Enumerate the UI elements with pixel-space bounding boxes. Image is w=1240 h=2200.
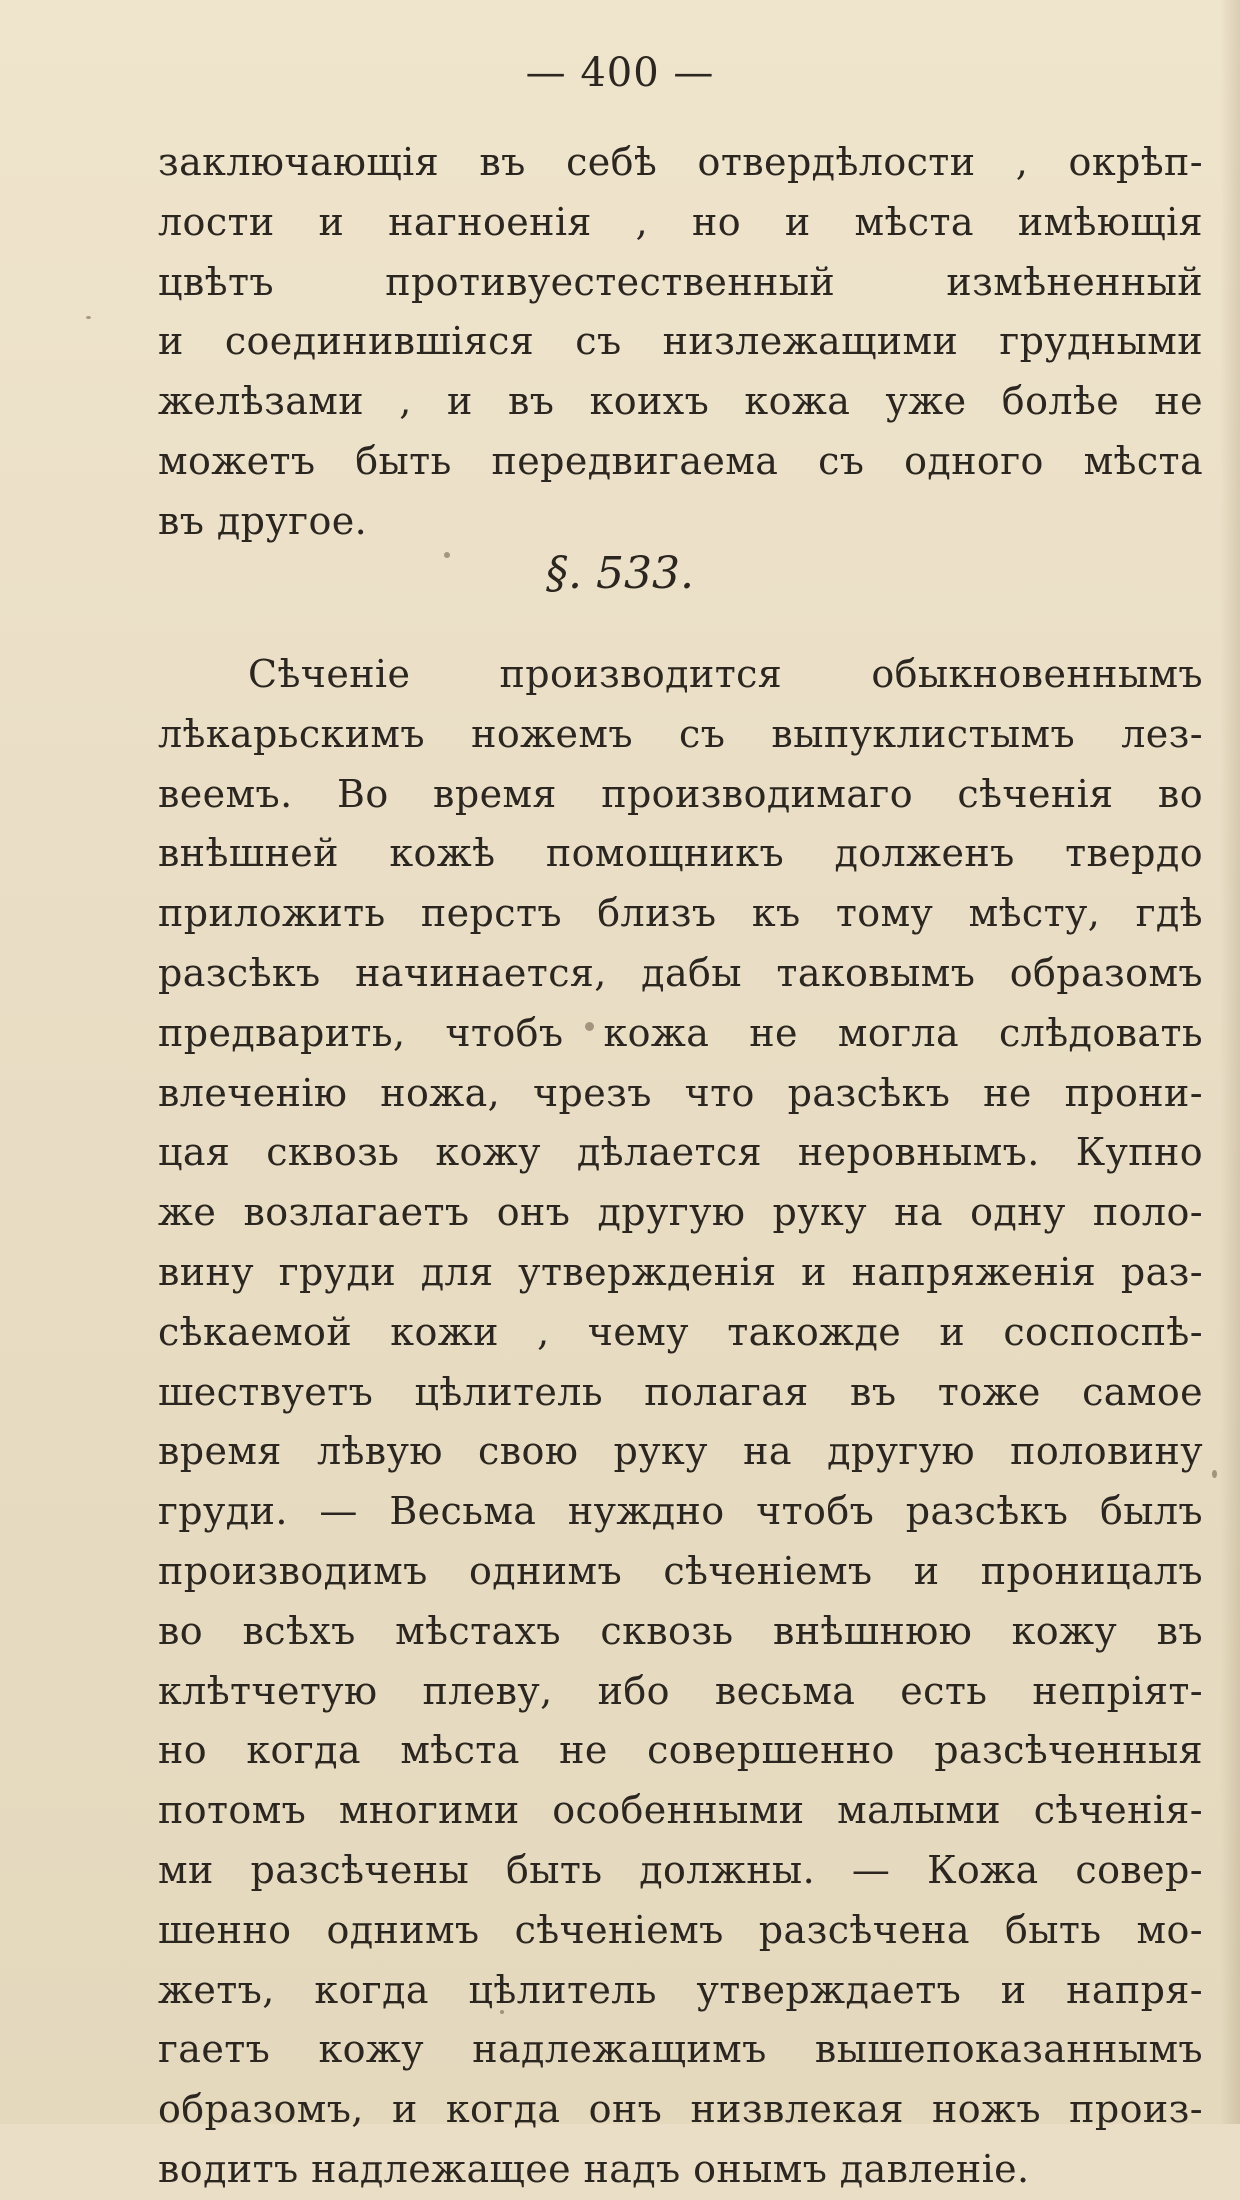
text-line: во всѣхъ мѣстахъ сквозь внѣшнюю кожу въ <box>158 1608 1203 1653</box>
text-line: сѣкаемой кожи , чему такожде и соспоспѣ- <box>158 1309 1203 1354</box>
text-line: вину груди для утвержденія и напряженія раз- <box>158 1249 1203 1294</box>
ink-speck <box>444 552 450 558</box>
text-line: цая сквозь кожу дѣлается неровнымъ. Купно <box>158 1130 1203 1175</box>
text-line: можетъ быть передвигаема съ одного мѣста <box>158 438 1203 483</box>
text-line: ми разсѣчены быть должны. — Кожа совер- <box>158 1847 1203 1892</box>
text-line: но когда мѣста не совершенно разсѣченныя <box>158 1728 1203 1773</box>
section-heading: §. 533. <box>546 548 694 599</box>
ink-speck <box>1212 1470 1217 1478</box>
text-line: внѣшней кожѣ помощникъ долженъ твердо <box>158 831 1203 876</box>
text-line: же возлагаетъ онъ другую руку на одну поло- <box>158 1190 1203 1235</box>
text-line: лости и нагноенія , но и мѣста имѣющія <box>158 199 1203 244</box>
text-line: жетъ, когда цѣлитель утверждаетъ и напря- <box>158 1967 1203 2012</box>
text-line: заключающія въ себѣ отвердѣлости , окрѣп- <box>158 140 1203 184</box>
text-line: производимъ однимъ сѣченіемъ и проницалъ <box>158 1548 1203 1593</box>
text-line: лѣкарьскимъ ножемъ съ выпуклистымъ лез- <box>158 711 1203 756</box>
page-edge-shadow <box>1220 0 1240 2124</box>
paragraph-continuation <box>158 133 1203 552</box>
text-line: водитъ надлежащее надъ онымъ давленіе. <box>158 2146 1030 2191</box>
text-line: въ другое. <box>158 498 368 543</box>
text-line: веемъ. Во время производимаго сѣченія во <box>158 771 1203 816</box>
text-line: груди. — Весьма нуждно чтобъ разсѣкъ былъ <box>158 1489 1203 1534</box>
text-line: разсѣкъ начинается, дабы таковымъ образомъ <box>158 950 1203 995</box>
ink-speck <box>500 2010 504 2014</box>
text-line: клѣтчетую плеву, ибо весьма есть непріят- <box>158 1668 1203 1713</box>
text-line: влеченію ножа, чрезъ что разсѣкъ не прони- <box>158 1070 1203 1115</box>
text-line: приложить перстъ близъ къ тому мѣсту, гдѣ <box>158 891 1203 936</box>
text-line-indented: Сѣченіе производится обыкновеннымъ <box>248 652 1203 696</box>
ink-speck <box>86 316 91 319</box>
text-line: цвѣтъ противуестественный измѣненный <box>158 259 1203 304</box>
text-line: время лѣвую свою руку на другую половину <box>158 1429 1203 1474</box>
paragraph-section-533 <box>158 645 1203 2200</box>
text-line: шествуетъ цѣлитель полагая въ тоже самое <box>158 1369 1203 1414</box>
text-line: шенно однимъ сѣченіемъ разсѣчена быть мо- <box>158 1907 1203 1952</box>
text-line: потомъ многими особенными малыми сѣченія- <box>158 1788 1203 1833</box>
page-number: — 400 — <box>525 50 715 96</box>
text-line: и соединившіяся съ низлежащими грудными <box>158 319 1203 364</box>
text-line: образомъ, и когда онъ низвлекая ножъ произ- <box>158 2087 1203 2132</box>
ink-speck <box>585 1022 594 1031</box>
text-line: гаетъ кожу надлежащимъ вышепоказаннымъ <box>158 2027 1203 2072</box>
text-line: предварить, чтобъ кожа не могла слѣдовать <box>158 1010 1203 1055</box>
text-line: желѣзами , и въ коихъ кожа уже болѣе не <box>158 379 1203 424</box>
